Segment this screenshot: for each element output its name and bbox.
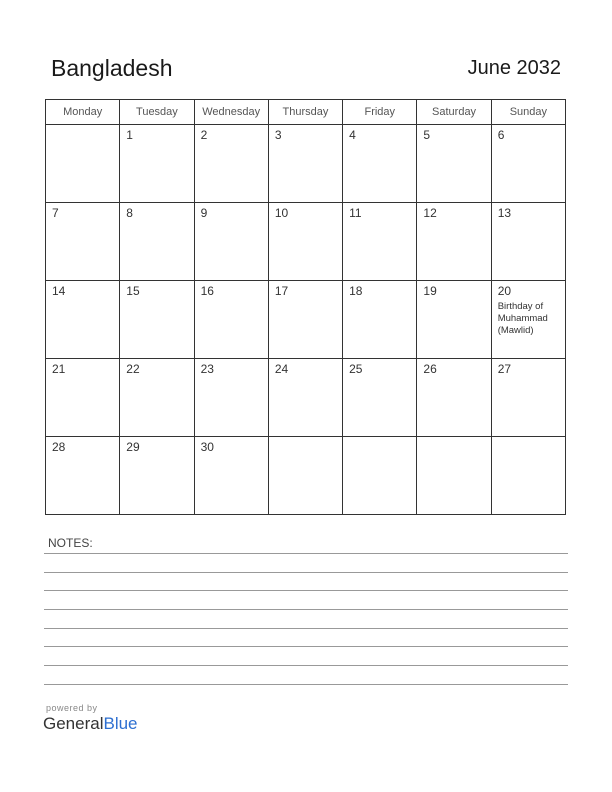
- day-number: 12: [423, 206, 437, 220]
- day-cell: [417, 281, 491, 359]
- weekday-header-row: [46, 100, 566, 125]
- day-cell: [120, 437, 194, 515]
- day-cell: [491, 359, 565, 437]
- day-cell: [194, 125, 268, 203]
- day-number: 17: [274, 284, 289, 298]
- day-number: 19: [423, 284, 437, 298]
- day-cell: [194, 281, 268, 359]
- weekday-header: Thursday: [268, 100, 342, 125]
- day-number: 15: [126, 284, 140, 298]
- day-cell: [343, 125, 417, 203]
- day-number: 9: [200, 206, 208, 220]
- day-cell: [417, 437, 491, 515]
- day-cell: [417, 203, 491, 281]
- powered-by-text: powered by: [46, 703, 98, 713]
- day-cell: [417, 359, 491, 437]
- day-number: [46, 125, 119, 128]
- note-line: [44, 684, 568, 685]
- day-cell: [268, 359, 342, 437]
- brand-blue-text: Blue: [103, 714, 138, 733]
- day-number: [343, 437, 416, 440]
- weekday-header: Saturday: [417, 100, 491, 125]
- day-cell: [46, 359, 120, 437]
- notes-label: NOTES:: [48, 536, 93, 550]
- day-cell: [268, 437, 342, 515]
- day-cell: [343, 437, 417, 515]
- day-cell: [417, 125, 491, 203]
- weekday-header: Wednesday: [194, 100, 268, 125]
- day-number: 21: [52, 362, 66, 376]
- day-cell: [46, 125, 120, 203]
- note-line: [44, 665, 568, 666]
- day-number: 25: [349, 362, 363, 376]
- day-number: 7: [52, 206, 59, 220]
- day-number: 24: [274, 362, 289, 376]
- brand-general-text: General: [43, 714, 104, 733]
- day-cell: [491, 281, 565, 359]
- day-number: 26: [423, 362, 437, 376]
- week-row: [46, 125, 566, 203]
- note-line: [44, 609, 568, 610]
- day-number: [492, 437, 565, 440]
- brand-footer: [43, 703, 138, 734]
- week-row: [46, 281, 566, 359]
- day-number: 18: [349, 284, 363, 298]
- weekday-header: Sunday: [491, 100, 565, 125]
- note-line: [44, 572, 568, 573]
- country-title: Bangladesh: [51, 55, 173, 81]
- day-cell: [268, 281, 342, 359]
- day-number: 16: [200, 284, 214, 298]
- note-line: [44, 590, 568, 591]
- day-number: 5: [423, 128, 431, 142]
- day-cell: [491, 203, 565, 281]
- day-cell: [194, 359, 268, 437]
- day-number: 4: [349, 128, 356, 142]
- day-number: 3: [274, 128, 282, 142]
- day-cell: [491, 125, 565, 203]
- weekday-header: Monday: [46, 100, 120, 125]
- day-number: 27: [497, 362, 512, 376]
- day-number: 29: [126, 440, 140, 454]
- day-number: 8: [126, 206, 133, 220]
- month-year-title: June 2032: [467, 57, 561, 79]
- holiday-event: Birthday of Muhammad (Mawlid): [497, 301, 548, 336]
- day-cell: [46, 437, 120, 515]
- day-number: 28: [52, 440, 66, 454]
- day-cell: [46, 281, 120, 359]
- day-cell: [46, 203, 120, 281]
- day-number: 2: [200, 128, 208, 142]
- week-row: [46, 203, 566, 281]
- day-cell: [343, 359, 417, 437]
- day-number: 30: [200, 440, 214, 454]
- weekday-header: Friday: [343, 100, 417, 125]
- day-number: 14: [52, 284, 66, 298]
- day-number: 1: [126, 128, 133, 142]
- day-cell: [343, 281, 417, 359]
- day-number: 6: [497, 128, 505, 142]
- day-number: 11: [349, 206, 362, 220]
- day-cell: [268, 203, 342, 281]
- day-number: [417, 437, 490, 440]
- day-number: 20: [497, 284, 512, 298]
- week-row: [46, 359, 566, 437]
- day-number: 13: [497, 206, 512, 220]
- day-number: 10: [274, 206, 289, 220]
- day-number: [269, 437, 342, 440]
- day-number: 23: [200, 362, 214, 376]
- day-cell: [268, 125, 342, 203]
- note-line: [44, 646, 568, 647]
- weekday-header: Tuesday: [120, 100, 194, 125]
- day-cell: [491, 437, 565, 515]
- brand-logo: [43, 714, 138, 734]
- calendar-grid: [45, 99, 566, 515]
- note-line: [44, 553, 568, 554]
- day-cell: [120, 125, 194, 203]
- day-cell: [194, 437, 268, 515]
- week-row: [46, 437, 566, 515]
- day-number: 22: [126, 362, 140, 376]
- day-cell: [120, 281, 194, 359]
- day-cell: [343, 203, 417, 281]
- day-cell: [120, 359, 194, 437]
- day-cell: [120, 203, 194, 281]
- day-cell: [194, 203, 268, 281]
- note-line: [44, 628, 568, 629]
